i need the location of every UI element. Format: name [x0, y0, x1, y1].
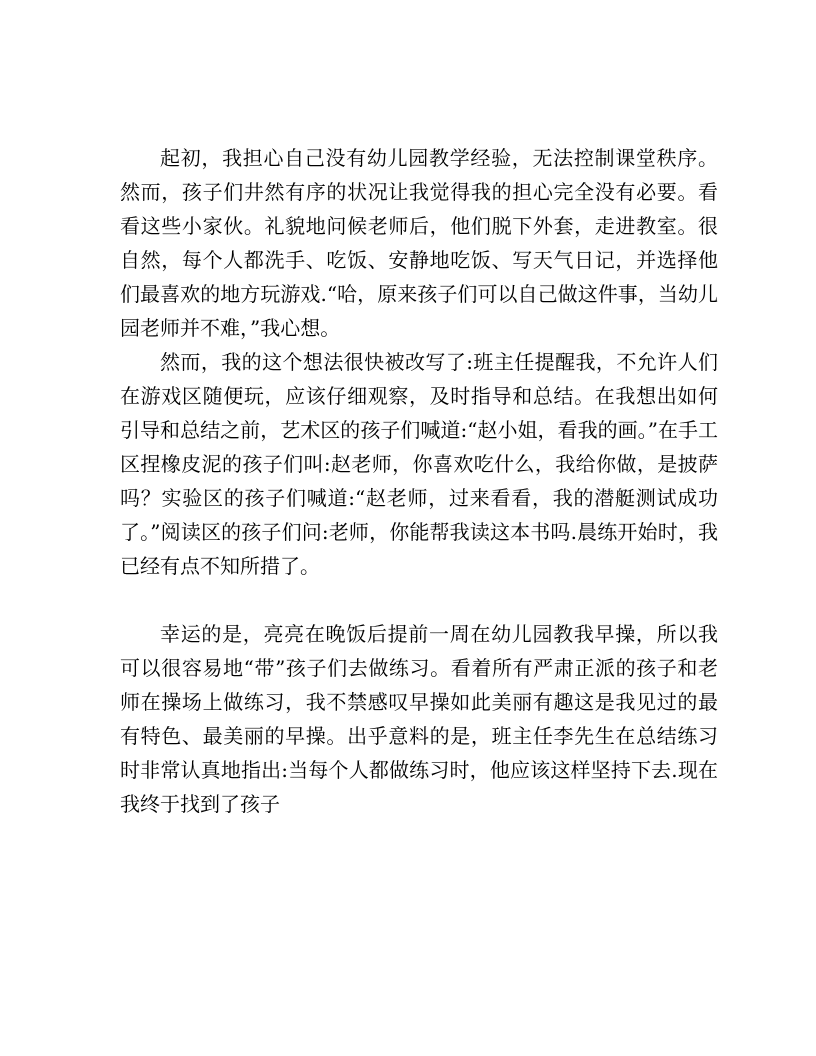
paragraph-spacer [120, 583, 718, 617]
paragraph-3: 幸运的是，亮亮在晚饭后提前一周在幼儿园教我早操，所以我可以很容易地“带”孩子们去做练习。看着所有严肃正派的孩子和老师在操场上做练习，我不禁感叹早操如此美丽有趣这是我见过的最有特色、最美丽的早操。出乎意料的是，班主任李先生在总结练习时非常认真地指出:当每个人都做练习时，他应该这样坚持下去.现在我终于找到了孩子 [120, 622, 718, 816]
document-body [120, 141, 718, 821]
paragraph-1: 起初，我担心自己没有幼儿园教学经验，无法控制课堂秩序。然而，孩子们井然有序的状况让我觉得我的担心完全没有必要。看看这些小家伙。礼貌地问候老师后，他们脱下外套，走进教室。很自然，每个人都洗手、吃饭、安静地吃饭、写天气日记，并选择他们最喜欢的地方玩游戏.“哈，原来孩子们可以自己做这件事，当幼儿园老师并不难，”我心想。 [120, 146, 718, 340]
paragraph-2: 然而，我的这个想法很快被改写了:班主任提醒我，不允许人们在游戏区随便玩，应该仔细观察，及时指导和总结。在我想出如何引导和总结之前，艺术区的孩子们喊道:“赵小姐，看我的画。”在手工区捏橡皮泥的孩子们叫:赵老师，你喜欢吃什么，我给你做，是披萨吗？实验区的孩子们喊道:“赵老师，过来看看，我的潜艇测试成功了。”阅读区的孩子们问:老师，你能帮我读这本书吗.晨练开始时，我已经有点不知所措了。 [120, 350, 718, 578]
